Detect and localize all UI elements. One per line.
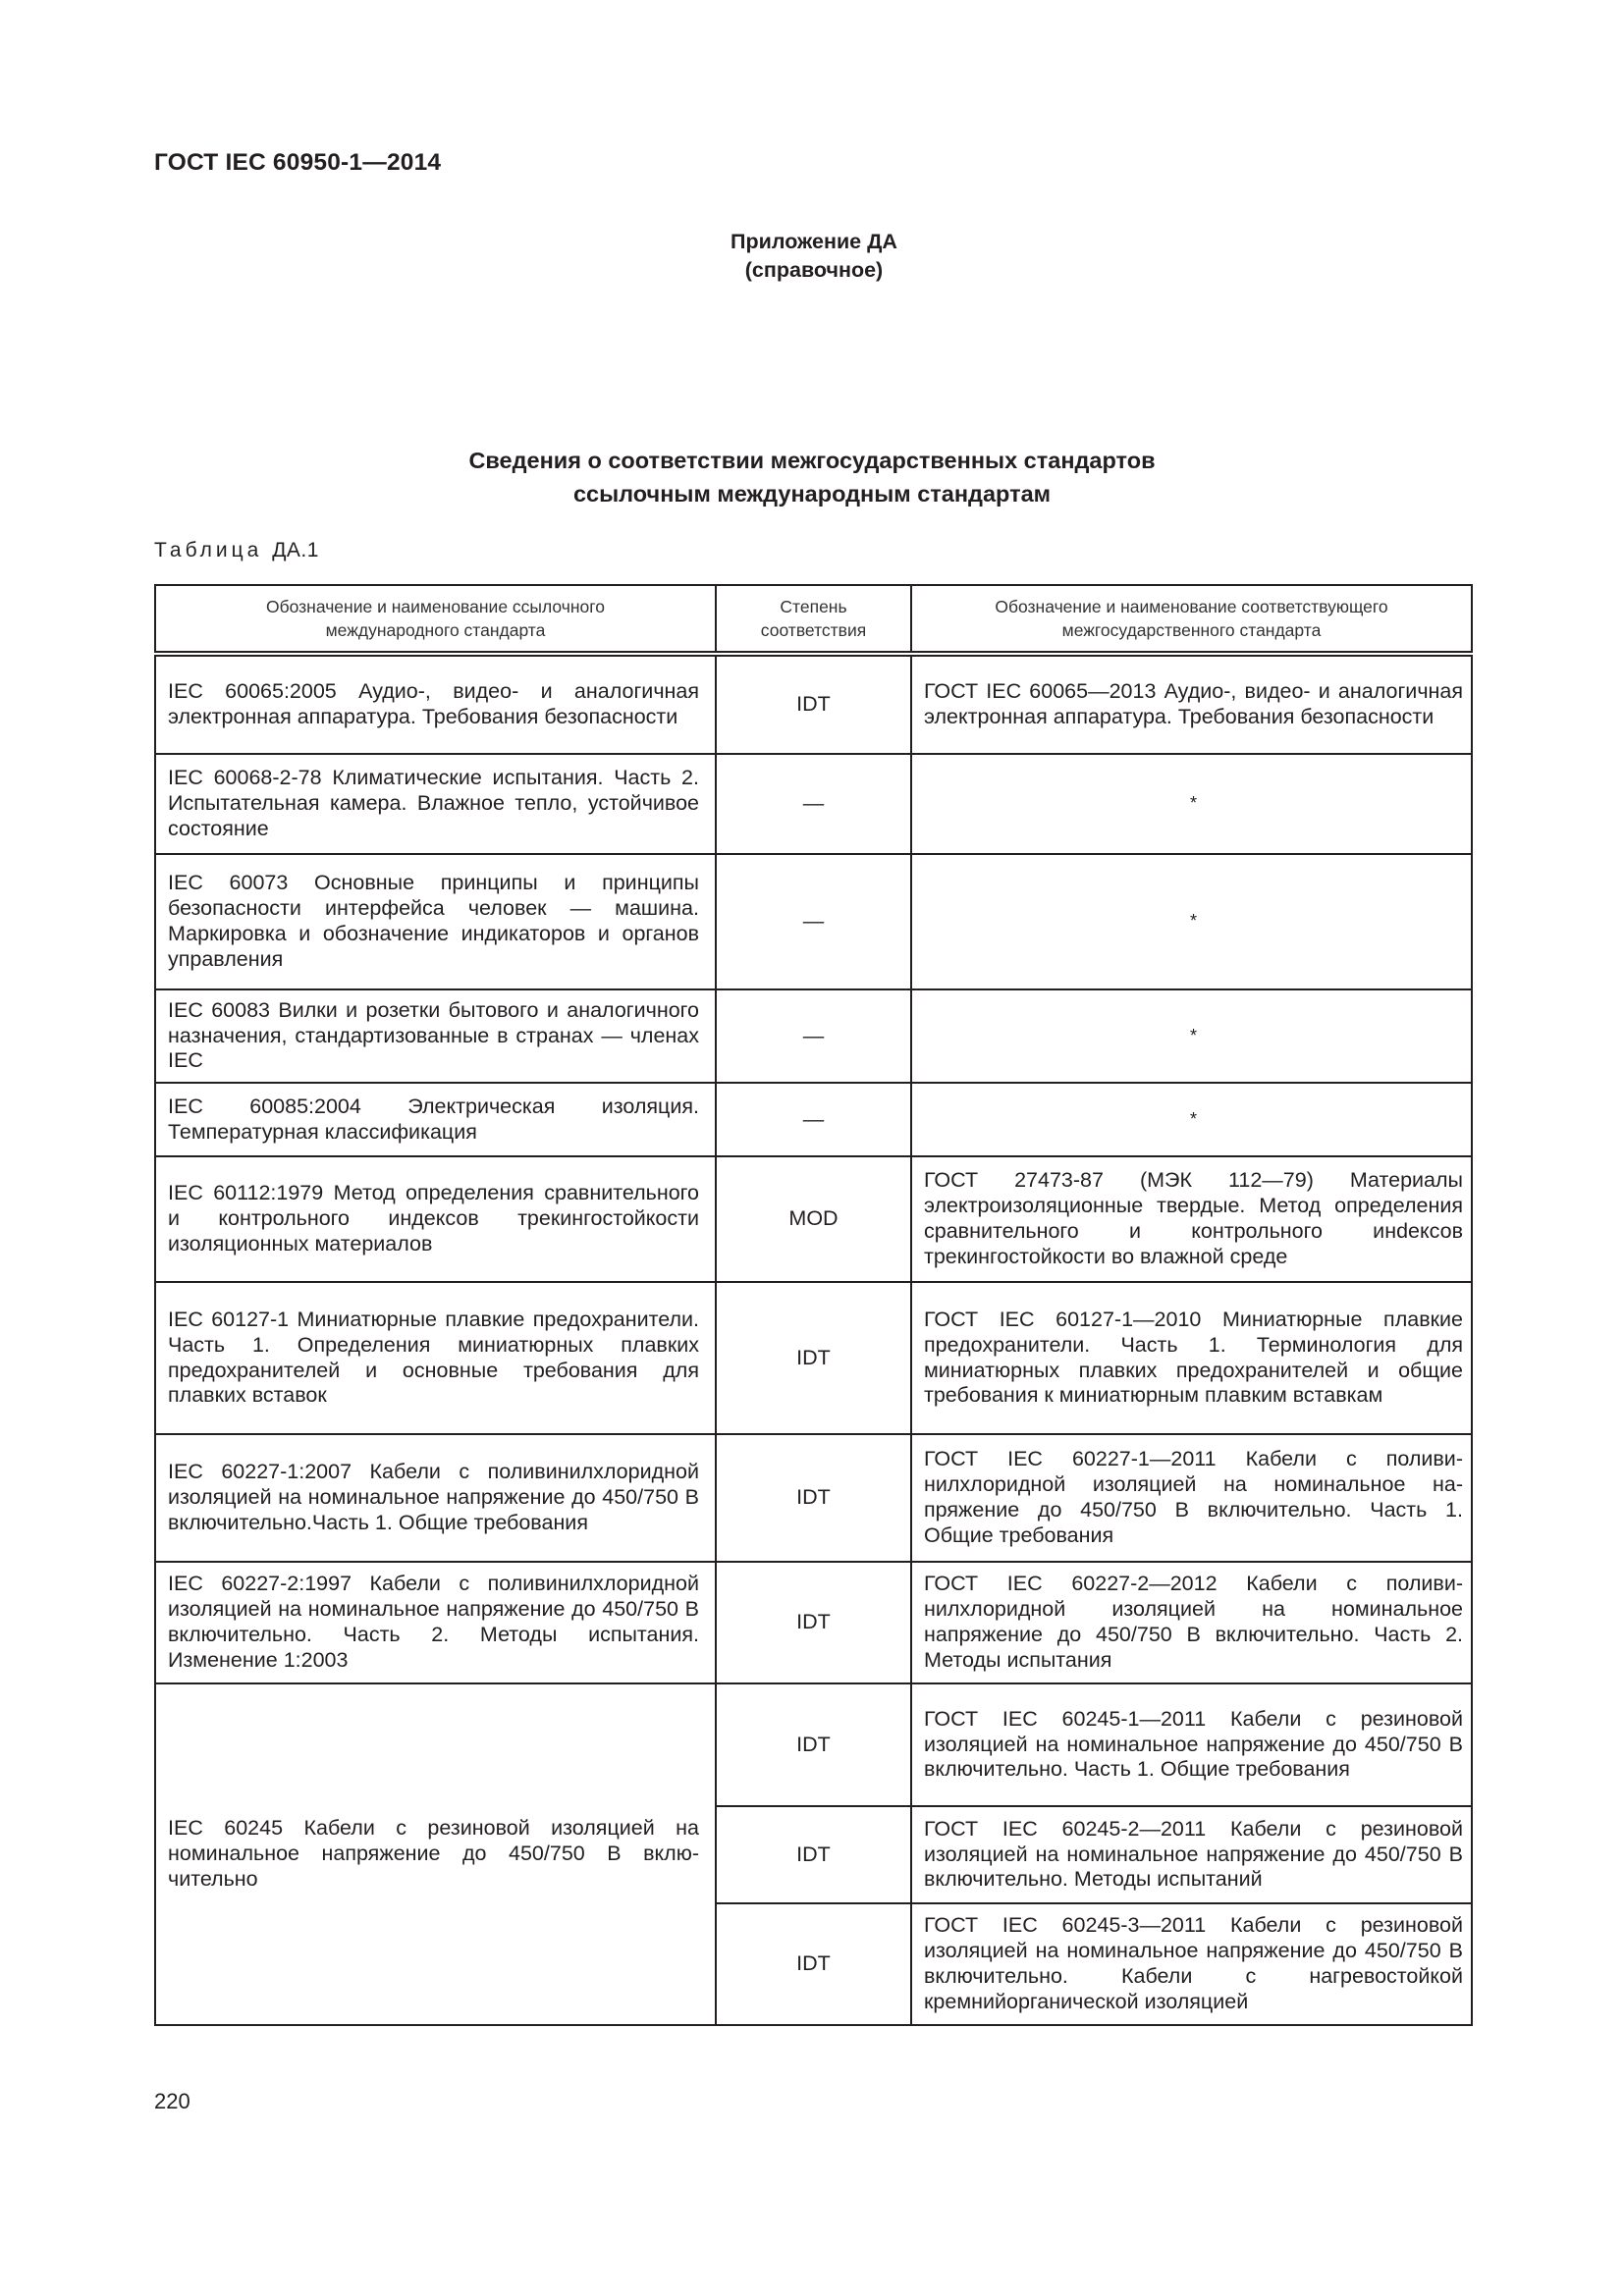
- table-row: [155, 654, 1472, 754]
- interstate-standard-cell: *: [911, 754, 1472, 854]
- degree-cell: IDT: [716, 1903, 911, 2025]
- interstate-standard-cell: ГОСТ IEC 60127-1—2010 Миниатюрные плавкие предохранители. Часть 1. Терминология для миниатюрных плавких предохранителей и общие требования к миниатюрным плавким вставкам: [911, 1282, 1472, 1434]
- degree-cell: —: [716, 1083, 911, 1156]
- section-title-line-1: Сведения о соответствии межгосударственных стандартов: [468, 448, 1156, 473]
- interstate-standard-cell: ГОСТ 27473-87 (МЭК 112—79) Материалы электроизоляционные твердые. Метод определения сравнительного и контрольного инdексов трекингостойкости во влажной среде: [911, 1156, 1472, 1282]
- international-standard-cell: IEC 60227-1:2007 Кабели с поливинилхлоридной изоляцией на номинальное напряжение до 450/750 В включительно.Часть 1. Общие требования: [155, 1434, 716, 1562]
- header-interstate-standard: Обозначение и наименование соответствующего межгосударственного стандарта: [911, 585, 1472, 654]
- table-row: [155, 1434, 1472, 1562]
- international-standard-cell: IEC 60085:2004 Электрическая изоляция. Температурная классификация: [155, 1083, 716, 1156]
- table-row: [155, 1083, 1472, 1156]
- international-standard-cell: IEC 60073 Основные принципы и принципы безопасности интерфейса человек — машина. Маркировка и обозначение индикаторов и органов управления: [155, 854, 716, 989]
- table-caption-number: ДА.1: [272, 539, 319, 561]
- degree-cell: IDT: [716, 1806, 911, 1903]
- interstate-standard-cell: ГОСТ IEC 60245-2—2011 Кабели с резиновой изоляцией на номинальное напряжение до 450/750 В включительно. Методы испытаний: [911, 1806, 1472, 1903]
- degree-cell: —: [716, 854, 911, 989]
- annex-title: Приложение ДА: [731, 230, 897, 253]
- interstate-standard-cell: *: [911, 854, 1472, 989]
- interstate-standard-cell: ГОСТ IEC 60227-1—2011 Кабели с поливинилхлоридной изоляцией на номинальное напряжение до 450/750 В включительно. Часть 1. Общие требования: [911, 1434, 1472, 1562]
- table-row: [155, 1156, 1472, 1282]
- degree-cell: IDT: [716, 654, 911, 754]
- degree-cell: —: [716, 754, 911, 854]
- degree-cell: IDT: [716, 1683, 911, 1806]
- international-standard-cell: IEC 60065:2005 Аудио-, видео- и аналогичная электронная аппаратура. Требования безопасности: [155, 654, 716, 754]
- table-caption-word: Таблица: [154, 539, 263, 561]
- standards-correspondence-table: [154, 584, 1473, 2026]
- interstate-standard-cell: ГОСТ IEC 60245-3—2011 Кабели с резиновой изоляцией на номинальное напряжение до 450/750 В включительно. Кабели с нагревостойкой кремнийорганической изоляцией: [911, 1903, 1472, 2025]
- degree-cell: IDT: [716, 1434, 911, 1562]
- interstate-standard-cell: *: [911, 989, 1472, 1083]
- international-standard-cell: IEC 60083 Вилки и розетки бытового и аналогичного назначения, стандартизованные в странах — членах IEC: [155, 989, 716, 1083]
- page-number: 220: [154, 2089, 190, 2113]
- international-standard-cell: IEC 60127-1 Миниатюрные плавкие предохранители. Часть 1. Определения миниатюрных плавких предохранителей и основные требования для плавких вставок: [155, 1282, 716, 1434]
- header-international-standard: Обозначение и наименование ссылочного международного стандарта: [155, 585, 716, 654]
- table-row: [155, 989, 1472, 1083]
- annex-heading: [0, 228, 1624, 285]
- interstate-standard-cell: ГОСТ IEC 60065—2013 Аудио-, видео- и аналогичная электронная аппаратура. Требования безопасности: [911, 654, 1472, 754]
- table-row: [155, 1562, 1472, 1683]
- interstate-standard-cell: ГОСТ IEC 60227-2—2012 Кабели с поливинилхлоридной изоляцией на номинальное напряжение до 450/750 В включительно. Часть 2. Методы испытания: [911, 1562, 1472, 1683]
- section-title: [0, 444, 1624, 510]
- international-standard-cell-merged: IEC 60245 Кабели с резиновой изоляцией на номинальное напряжение до 450/750 В включительно: [155, 1683, 716, 2025]
- international-standard-cell: IEC 60068-2-78 Климатические испытания. Часть 2. Испытательная камера. Влажное тепло, устойчивое состояние: [155, 754, 716, 854]
- section-title-line-2: ссылочным международным стандартам: [572, 481, 1052, 507]
- table-header-row: [155, 585, 1472, 654]
- degree-cell: IDT: [716, 1562, 911, 1683]
- table-row: [155, 854, 1472, 989]
- table-row: [155, 1282, 1472, 1434]
- degree-cell: MOD: [716, 1156, 911, 1282]
- international-standard-cell: IEC 60227-2:1997 Кабели с поливинилхлоридной изоляцией на номинальное напряжение до 450/750 В включительно. Часть 2. Методы испытания. Изменение 1:2003: [155, 1562, 716, 1683]
- table-row-group: [155, 1683, 1472, 1806]
- table-caption: [154, 539, 319, 562]
- interstate-standard-cell: *: [911, 1083, 1472, 1156]
- table-row: [155, 754, 1472, 854]
- degree-cell: —: [716, 989, 911, 1083]
- interstate-standard-cell: ГОСТ IEC 60245-1—2011 Кабели с резиновой изоляцией на номинальное напряжение до 450/750 В включительно. Часть 1. Общие требования: [911, 1683, 1472, 1806]
- document-code: ГОСТ IEC 60950-1—2014: [154, 149, 442, 176]
- degree-cell: IDT: [716, 1282, 911, 1434]
- international-standard-cell: IEC 60112:1979 Метод определения сравнительного и контрольного индексов трекингостойкости изоляционных материалов: [155, 1156, 716, 1282]
- header-degree-of-correspondence: Степень соответствия: [716, 585, 911, 654]
- annex-subtitle: (справочное): [744, 258, 884, 282]
